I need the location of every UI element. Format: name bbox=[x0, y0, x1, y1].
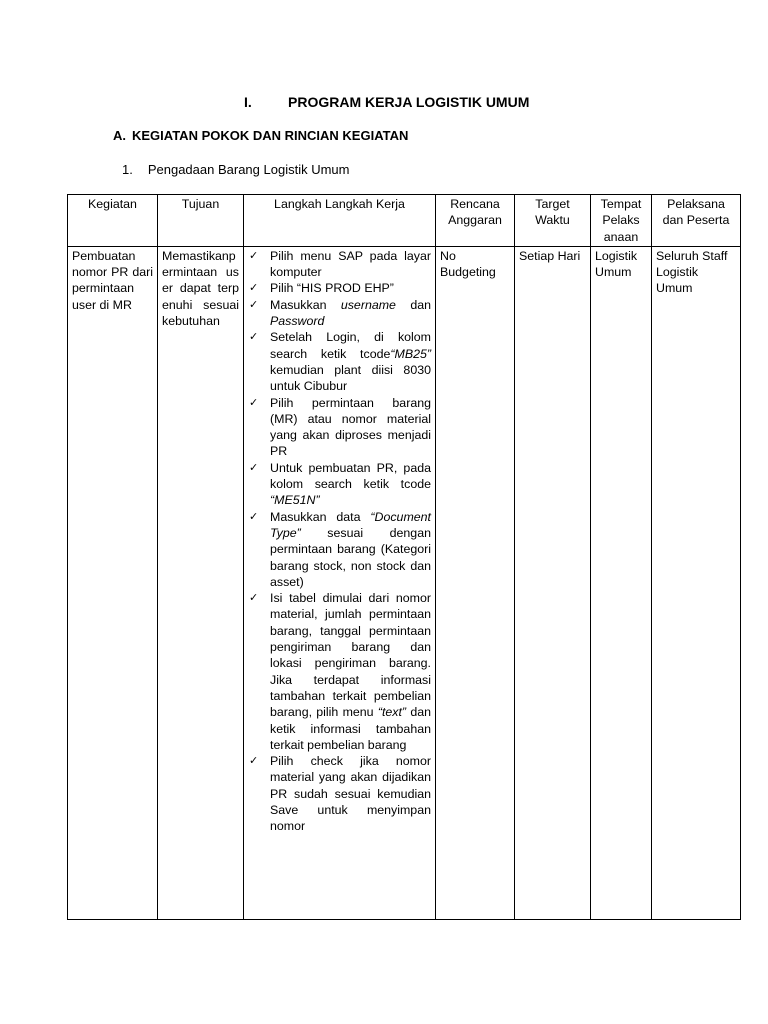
heading-title: PROGRAM KERJA LOGISTIK UMUM bbox=[288, 94, 530, 110]
cell-rencana-anggaran: No Budgeting bbox=[436, 246, 515, 919]
list-item bbox=[248, 297, 431, 330]
step-text: Setelah Login, di kolom search ketik tcode bbox=[270, 330, 431, 361]
cell-target-waktu: Setiap Hari bbox=[515, 246, 591, 919]
list-item bbox=[248, 248, 431, 281]
section-title: KEGIATAN POKOK DAN RINCIAN KEGIATAN bbox=[132, 128, 409, 143]
list-item bbox=[248, 590, 431, 753]
step-text: Isi tabel dimulai dari nomor material, jumlah permintaan barang, tanggal permintaan pengiriman barang dan lokasi pengiriman barang. Jika terdapat informasi tambahan terkait pembelian barang, pilih menu bbox=[270, 591, 431, 720]
header-tujuan: Tujuan bbox=[158, 195, 244, 247]
step-text: Masukkan data bbox=[270, 509, 371, 524]
step-text: Pilih check jika nomor material yang akan dijadikan PR sudah sesuai kemudian Save untuk menyimpan nomor bbox=[270, 754, 431, 834]
step-emphasis: “text” bbox=[377, 705, 407, 720]
step-text: Pilih “HIS PROD EHP” bbox=[270, 281, 394, 296]
step-emphasis: “ME51N” bbox=[270, 493, 320, 508]
steps-list bbox=[248, 248, 431, 835]
step-emphasis: “Document Type” bbox=[270, 509, 431, 540]
header-target-waktu: Target Waktu bbox=[515, 195, 591, 247]
table-header-row bbox=[68, 195, 741, 247]
header-kegiatan: Kegiatan bbox=[68, 195, 158, 247]
step-text: Pilih menu SAP pada layar komputer bbox=[270, 248, 431, 280]
step-text: Masukkan bbox=[270, 297, 341, 312]
cell-tujuan: Memastikanpermintaan user dapat terpenuhi sesuai kebutuhan bbox=[158, 246, 244, 919]
list-item bbox=[248, 753, 431, 834]
step-text: dan ketik informasi tambahan terkait pembelian barang bbox=[270, 705, 431, 752]
section-heading bbox=[113, 128, 408, 143]
program-table bbox=[67, 194, 741, 920]
heading-number: I. bbox=[244, 94, 252, 110]
cell-tempat: Logistik Umum bbox=[591, 246, 652, 919]
step-emphasis: Password bbox=[270, 314, 325, 329]
cell-pelaksana: Seluruh Staff Logistik Umum bbox=[652, 246, 741, 919]
list-item bbox=[248, 460, 431, 509]
step-text: Pilih permintaan barang (MR) atau nomor material yang akan diproses menjadi PR bbox=[270, 395, 431, 459]
header-pelaksana: Pelaksana dan Peserta bbox=[652, 195, 741, 247]
step-emphasis: “MB25” bbox=[390, 346, 431, 361]
list-item bbox=[248, 509, 431, 590]
section-letter: A. bbox=[113, 128, 126, 143]
list-item bbox=[248, 395, 431, 460]
step-text: dan bbox=[395, 297, 431, 312]
step-text: kemudian plant diisi 8030 untuk Cibubur bbox=[270, 362, 431, 394]
header-tempat: Tempat Pelaks anaan bbox=[591, 195, 652, 247]
cell-kegiatan: Pembuatan nomor PR dari permintaan user di MR bbox=[68, 246, 158, 919]
subsection-number: 1. bbox=[122, 162, 133, 177]
subsection-heading bbox=[122, 162, 349, 177]
table-row bbox=[68, 246, 741, 919]
cell-langkah bbox=[244, 246, 436, 919]
step-text: sesuai dengan permintaan barang (Kategori barang stock, non stock dan asset) bbox=[270, 525, 431, 589]
list-item bbox=[248, 280, 431, 296]
subsection-title: Pengadaan Barang Logistik Umum bbox=[147, 162, 350, 177]
header-langkah: Langkah Langkah Kerja bbox=[244, 195, 436, 247]
header-rencana-anggaran: Rencana Anggaran bbox=[436, 195, 515, 247]
step-emphasis: username bbox=[340, 297, 396, 312]
step-text: Untuk pembuatan PR, pada kolom search ketik tcode bbox=[270, 460, 431, 492]
list-item bbox=[248, 329, 431, 394]
